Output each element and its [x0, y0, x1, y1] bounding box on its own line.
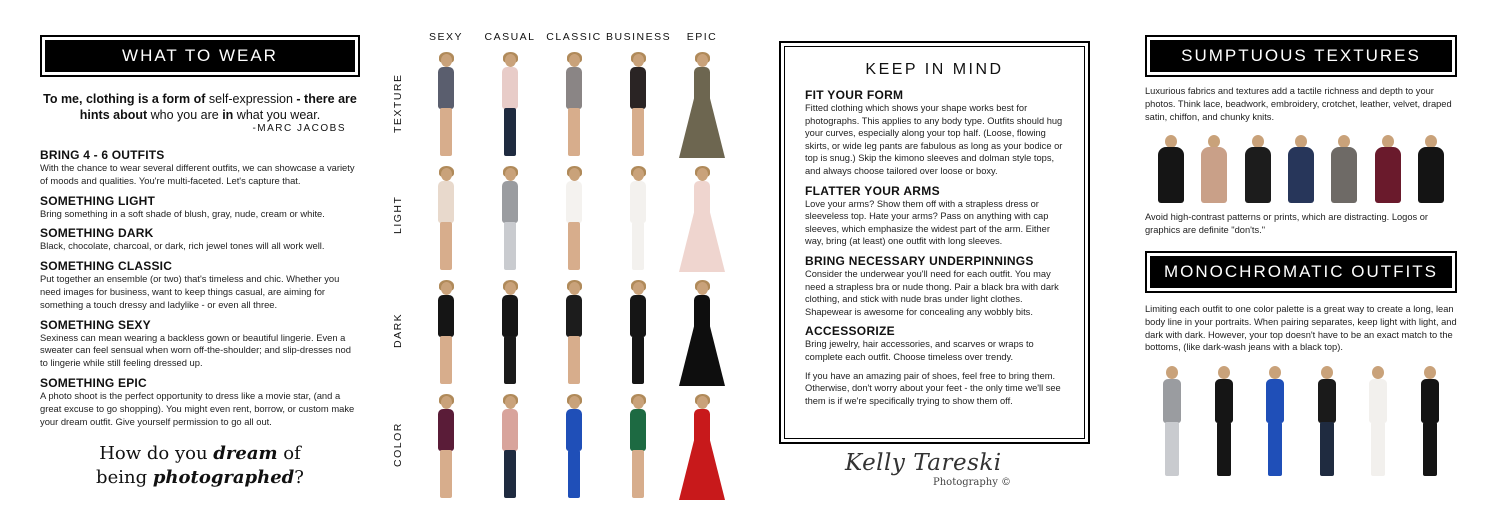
section-body: Put together an ensemble (or two) that's timeless and chic. Whether you need images for business, want to keep things casual, are aiming for something a touch dressy and ladylike - or even all three. [40, 273, 340, 310]
signature-name: Kelly Tareski [845, 450, 1002, 476]
outfit-photo-light-classic [542, 162, 606, 272]
keep-in-mind-box [779, 41, 1090, 444]
texture-photo [1283, 135, 1319, 203]
row-label-color: COLOR [392, 422, 404, 468]
tagline-part: of [277, 443, 301, 465]
outfit-photo-dark-business [606, 276, 670, 386]
tagline-emphasis: photographed [152, 467, 295, 489]
tip-heading: FIT YOUR FORM [805, 88, 904, 102]
outfit-section [40, 318, 360, 370]
tagline-part: being [96, 467, 153, 489]
tip-heading: BRING NECESSARY UNDERPINNINGS [805, 253, 1034, 268]
tip-heading: ACCESSORIZE [805, 324, 895, 339]
row-label-light: LIGHT [392, 195, 404, 235]
tagline-part: How do you [99, 443, 214, 465]
model-figure [561, 54, 587, 158]
textures-note: Avoid high-contrast patterns or prints, which are distracting. Logos or graphics are definite "don'ts." [1145, 212, 1429, 236]
outfit-photo-dark-epic [670, 276, 734, 386]
quote-part: To me, clothing is a form of [43, 92, 209, 106]
keep-in-mind-inner [784, 46, 1085, 439]
model-figure [689, 168, 715, 272]
monochromatic-photo [1157, 366, 1187, 478]
column-header-classic: CLASSIC [546, 31, 602, 43]
monochromatic-photo [1260, 366, 1290, 478]
signature-sub: Photography © [933, 477, 1012, 488]
section-heading: SOMETHING EPIC [40, 375, 147, 390]
quote [40, 91, 360, 123]
section-heading: SOMETHING CLASSIC [40, 259, 173, 274]
outfit-sections [40, 148, 360, 428]
outfit-photo-light-epic [670, 162, 734, 272]
outfit-photo-dark-classic [542, 276, 606, 386]
model-figure [497, 396, 523, 500]
outfit-photo-light-business [606, 162, 670, 272]
quote-part: what you wear. [236, 108, 321, 122]
model-figure [497, 168, 523, 272]
grid-column-headers [414, 31, 734, 43]
textures-monochrome-panel [1145, 0, 1457, 531]
texture-photo [1413, 135, 1449, 203]
quote-part: - there are hints about [79, 92, 357, 122]
model-figure [497, 54, 523, 158]
texture-photo [1240, 135, 1276, 203]
outfit-photo-texture-business [606, 48, 670, 158]
textures-title: SUMPTUOUS TEXTURES [1150, 40, 1452, 72]
quote-part: self-expression [208, 92, 293, 106]
dream-tagline [40, 442, 360, 490]
section-body: Sexiness can mean wearing a backless gown or beautiful lingerie. Even a sweater can feel sensual when worn off-the-shoulder; and slip-dresses nod to lingerie while still feeling dressed up. [40, 331, 351, 369]
outfit-photo-dark-sexy [414, 276, 478, 386]
column-header-casual: CASUAL [484, 31, 536, 43]
column-header-business: BUSINESS [606, 31, 672, 43]
quote-part: who you are [150, 108, 219, 122]
monochromatic-body: Limiting each outfit to one color palette is a great way to create a long, lean body line in your portraits. When pairing separates, keep light with light, and dark with dark. However, your top doesn't have to be an exact match to the bottoms, (like dark-wash jeans with a black top). [1145, 303, 1457, 353]
column-header-sexy: SEXY [428, 31, 463, 43]
what-to-wear-panel [40, 0, 360, 531]
shoes-note: If you have an amazing pair of shoes, feel free to bring them. Otherwise, don't worry about your feet - the only time we'll see them is if we're specifically trying to show them off. [805, 370, 1061, 406]
outfit-photo-grid [392, 0, 742, 531]
outfit-photo-color-business [606, 390, 670, 500]
tagline-part: ? [294, 467, 304, 489]
monochromatic-photo [1415, 366, 1445, 478]
section-heading: SOMETHING SEXY [40, 317, 151, 332]
outfit-section [40, 148, 360, 188]
outfit-section [40, 194, 360, 221]
model-figure [689, 282, 715, 386]
model-figure [433, 396, 459, 500]
tagline-emphasis: dream [213, 443, 278, 465]
model-figure [689, 54, 715, 158]
what-to-wear-title: WHAT TO WEAR [45, 40, 355, 72]
model-figure [625, 396, 651, 500]
monochromatic-title: MONOCHROMATIC OUTFITS [1150, 256, 1452, 288]
section-body: With the chance to wear several different outfits, we can showcase a variety of moods and qualities. You're multi-faceted. Let's capture that. [40, 162, 355, 186]
texture-photo [1196, 135, 1232, 203]
model-figure [497, 282, 523, 386]
outfit-photo-texture-epic [670, 48, 734, 158]
monochromatic-photo [1209, 366, 1239, 478]
row-label-texture: TEXTURE [392, 73, 404, 133]
model-figure [625, 168, 651, 272]
outfit-section [40, 376, 360, 428]
textures-title-box [1145, 35, 1457, 77]
quote-author: -MARC JACOBS [252, 123, 346, 134]
monochromatic-photo-strip [1145, 366, 1457, 478]
outfit-section [40, 259, 360, 311]
quote-part: in [218, 108, 237, 122]
model-figure [689, 396, 715, 500]
texture-photo [1370, 135, 1406, 203]
texture-photo-strip [1145, 135, 1457, 203]
column-header-epic: EPIC [686, 31, 718, 43]
section-body: A photo shoot is the perfect opportunity to dress like a movie star, (and a great excuse to go shopping). You might even rent, borrow, or custom make your dream outfit. Give yourself permission to go all out. [40, 389, 355, 427]
model-figure [433, 282, 459, 386]
tip-body: Consider the underwear you'll need for each outfit. You may need a strapless bra or nude thong. Pair a black bra with dark clothing, and stick with nude bras under light clothes. Shapewear is awesome for concealing any wobbly bits. [805, 268, 1059, 317]
model-figure [433, 168, 459, 272]
keep-in-mind-title: KEEP IN MIND [865, 61, 1004, 78]
model-figure [561, 168, 587, 272]
model-figure [561, 282, 587, 386]
model-figure [625, 54, 651, 158]
outfit-photo-color-casual [478, 390, 542, 500]
section-body: Bring something in a soft shade of blush, gray, nude, cream or white. [40, 207, 325, 219]
outfit-photo-light-casual [478, 162, 542, 272]
outfit-photo-texture-sexy [414, 48, 478, 158]
outfit-photo-color-sexy [414, 390, 478, 500]
photographer-signature-logo [845, 450, 1025, 531]
section-heading: SOMETHING DARK [40, 226, 154, 241]
model-figure [433, 54, 459, 158]
texture-photo [1326, 135, 1362, 203]
section-heading: BRING 4 - 6 OUTFITS [40, 148, 165, 162]
what-to-wear-title-box [40, 35, 360, 77]
outfit-photo-color-classic [542, 390, 606, 500]
model-figure [625, 282, 651, 386]
texture-photo [1153, 135, 1189, 203]
outfit-photo-color-epic [670, 390, 734, 500]
outfit-photo-light-sexy [414, 162, 478, 272]
row-label-dark: DARK [392, 312, 404, 348]
section-heading: SOMETHING LIGHT [40, 193, 155, 208]
section-body: Black, chocolate, charcoal, or dark, rich jewel tones will all work well. [40, 240, 325, 252]
textures-intro: Luxurious fabrics and textures add a tactile richness and depth to your photos. Think lace, beadwork, embroidery, crotchet, leather, velvet, draped satin, chiffon, and chunky knits. [1145, 86, 1452, 122]
outfit-photo-texture-classic [542, 48, 606, 158]
model-figure [561, 396, 587, 500]
outfit-section [40, 226, 360, 253]
monochromatic-photo [1312, 366, 1342, 478]
tip-body: Love your arms? Show them off with a strapless dress or sleeveless top. Hate your arms? Pass on anything with cap sleeves, which emphasize the widest part of the arm. Either way, bring (at least) one outfit with long sleeves. [805, 198, 1050, 247]
monochromatic-photo [1363, 366, 1393, 478]
outfit-photo-texture-casual [478, 48, 542, 158]
tip-body: Bring jewelry, hair accessories, and scarves or wraps to complete each outfit. Choose timeless over trendy. [805, 339, 1034, 362]
tip-body: Fitted clothing which shows your shape works best for photographs. This applies to any body type. Outfits should hug your curves, especially along your top half. (Loose, flowing skirts, or wide leg pants are fabulous as long as your bodice or top is snug.) Skip the kimono sleeves and dolman style tops, and always choose tailored over loose or boxy. [805, 103, 1063, 176]
tip-heading: FLATTER YOUR ARMS [805, 183, 940, 198]
outfit-photo-dark-casual [478, 276, 542, 386]
monochromatic-title-box [1145, 251, 1457, 293]
